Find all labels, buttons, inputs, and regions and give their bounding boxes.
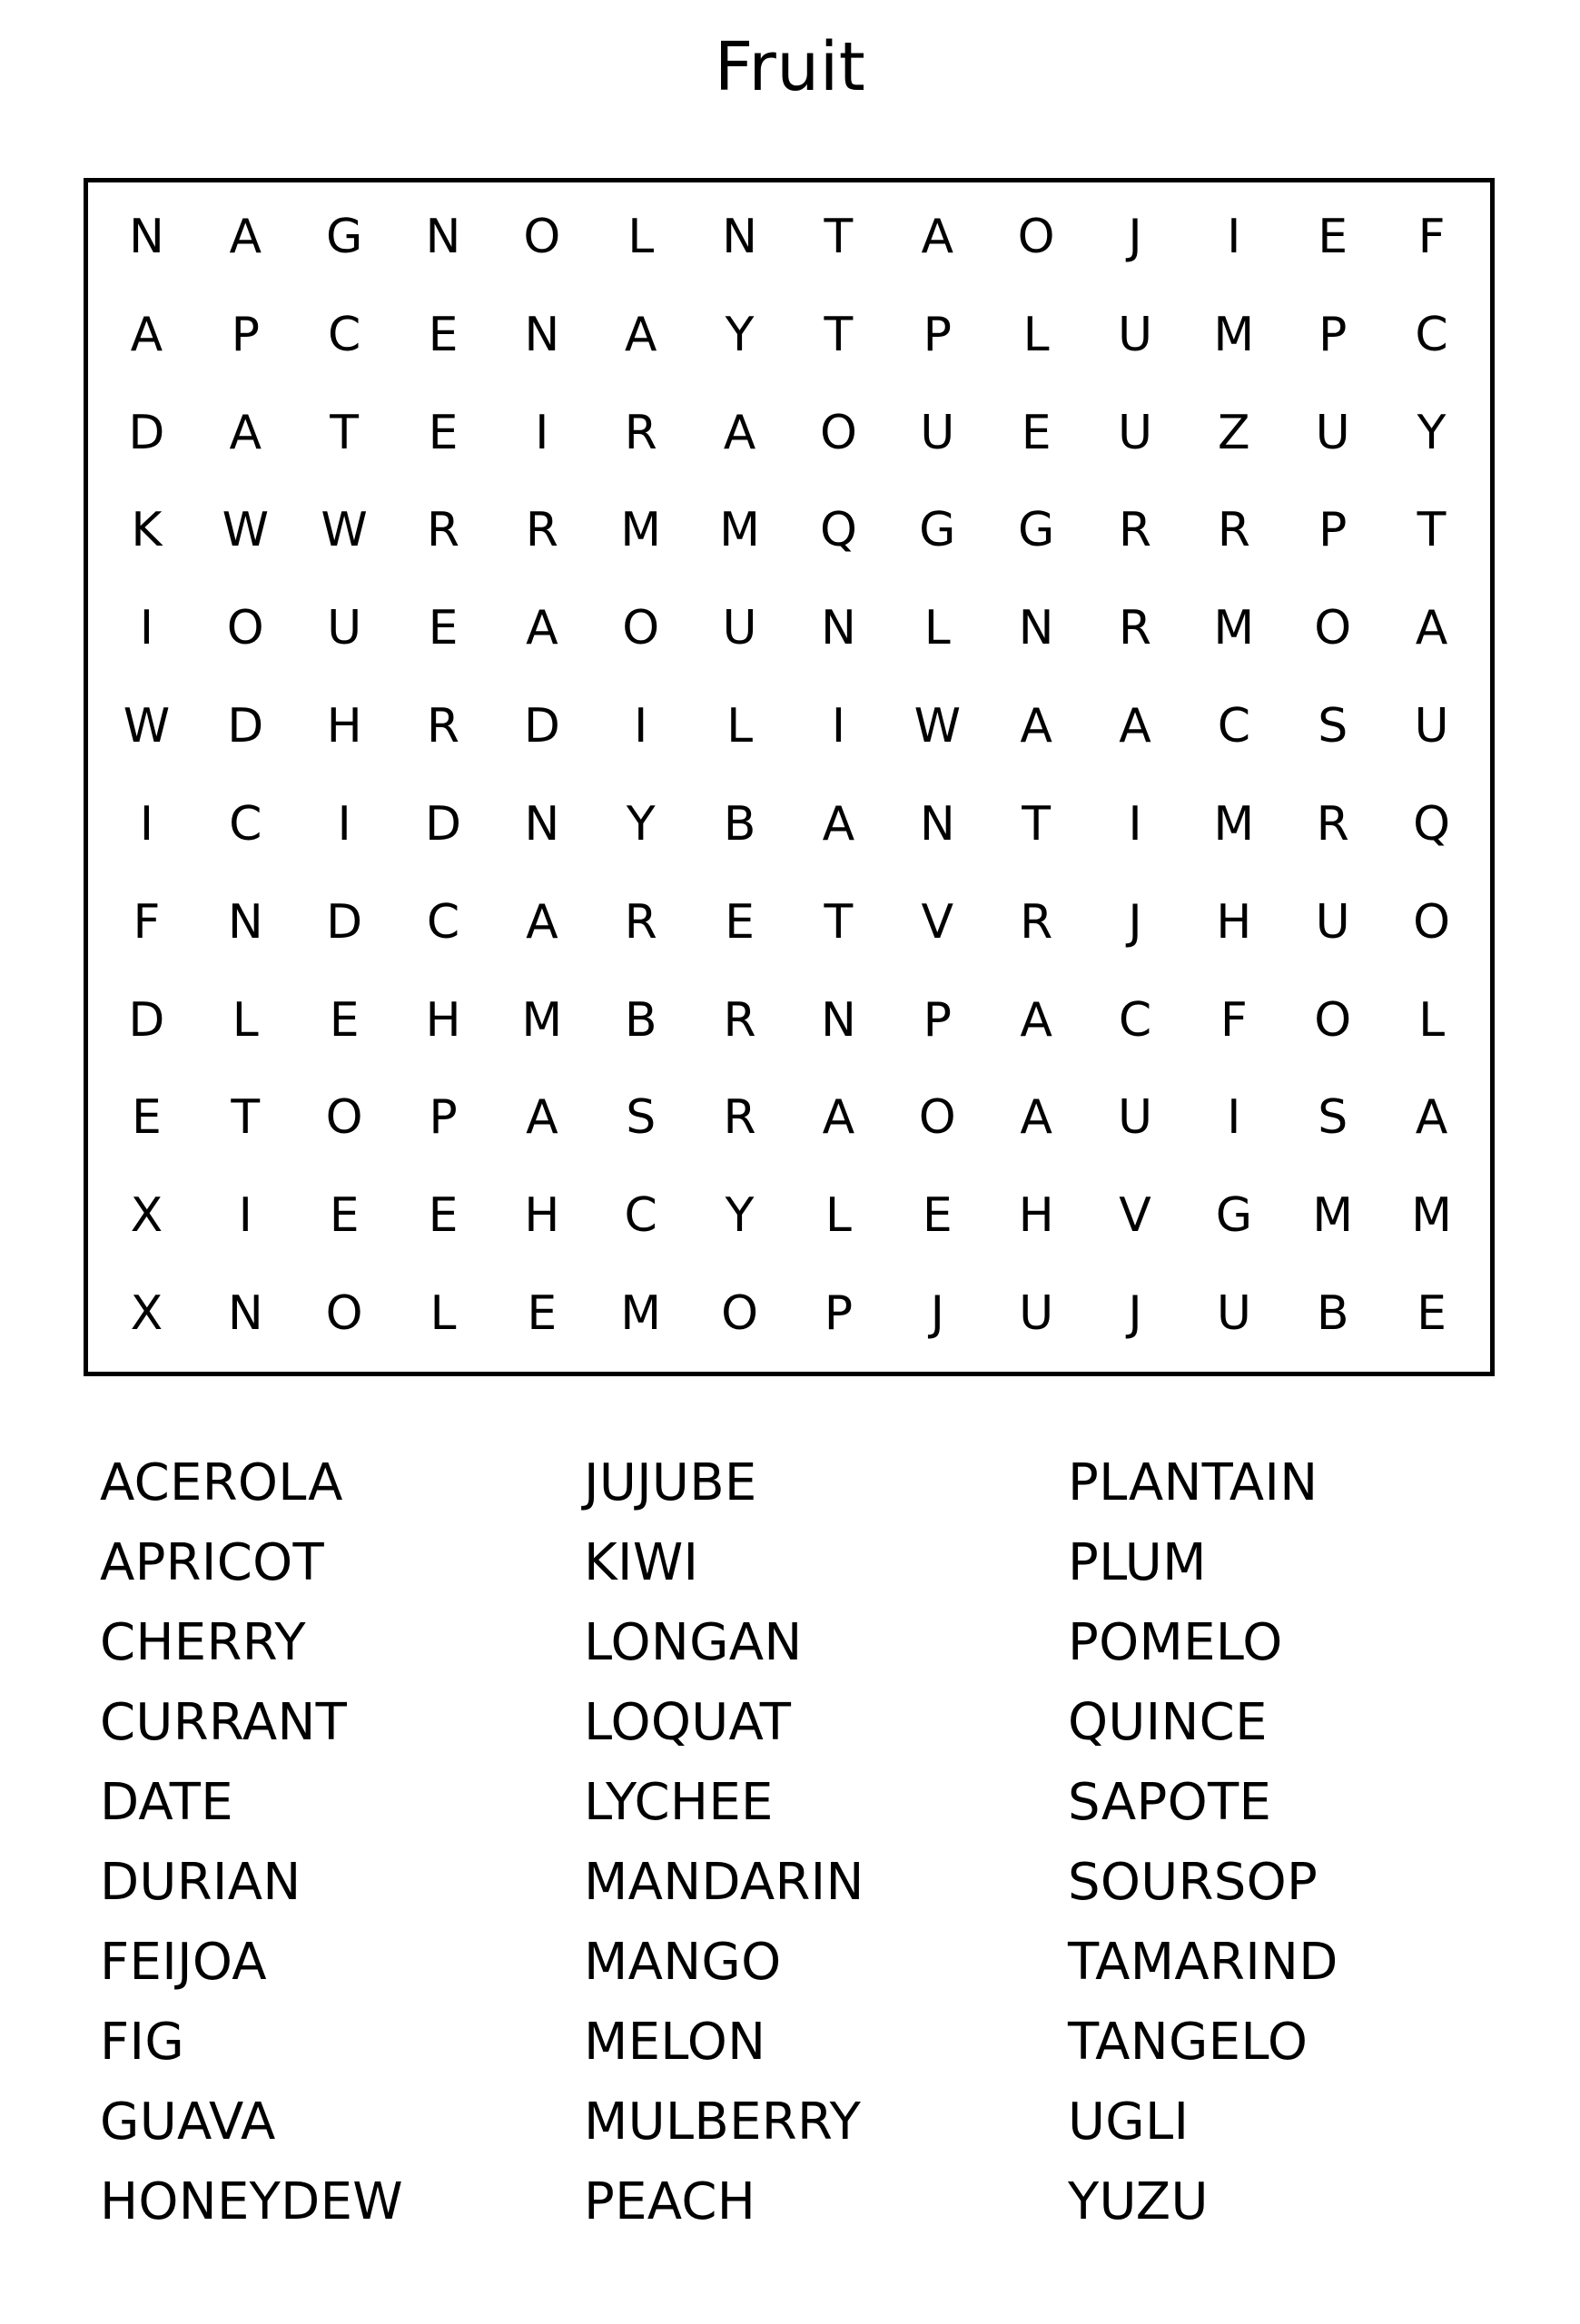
- grid-letter[interactable]: U: [327, 601, 362, 656]
- grid-letter[interactable]: R: [1020, 894, 1053, 950]
- grid-letter[interactable]: W: [222, 503, 269, 558]
- grid-letter[interactable]: I: [634, 699, 648, 754]
- grid-letter[interactable]: A: [1020, 699, 1052, 754]
- grid-letter[interactable]: G: [1017, 503, 1055, 558]
- grid-letter[interactable]: M: [521, 992, 563, 1048]
- word-list-item[interactable]: CURRANT: [100, 1693, 348, 1752]
- grid-letter[interactable]: N: [524, 307, 560, 362]
- grid-letter[interactable]: I: [139, 796, 154, 852]
- grid-letter[interactable]: P: [231, 307, 260, 362]
- grid-letter[interactable]: J: [1128, 209, 1142, 264]
- grid-letter[interactable]: P: [429, 1090, 458, 1146]
- page-title: Fruit: [714, 28, 866, 106]
- grid-letter[interactable]: Q: [1413, 796, 1451, 852]
- grid-letter[interactable]: B: [723, 796, 756, 852]
- grid-letter[interactable]: T: [1417, 503, 1447, 558]
- word-list-item[interactable]: FEIJOA: [100, 1933, 267, 1992]
- grid-letter[interactable]: T: [330, 405, 360, 460]
- word-search-grid-container: [84, 178, 1495, 1376]
- grid-letter[interactable]: C: [624, 1188, 657, 1244]
- word-list-item[interactable]: POMELO: [1068, 1613, 1283, 1672]
- grid-letter[interactable]: E: [131, 1090, 162, 1146]
- grid-letter[interactable]: O: [325, 1286, 363, 1342]
- grid-letter[interactable]: E: [428, 1188, 459, 1244]
- grid-letter[interactable]: N: [919, 796, 955, 852]
- grid-letter[interactable]: N: [524, 796, 560, 852]
- grid-letter[interactable]: D: [128, 992, 165, 1048]
- grid-letter[interactable]: B: [1316, 1286, 1349, 1342]
- grid-letter[interactable]: A: [723, 405, 756, 460]
- word-list-item[interactable]: LYCHEE: [584, 1773, 774, 1832]
- grid-letter[interactable]: I: [139, 601, 154, 656]
- grid-letter[interactable]: N: [128, 209, 164, 264]
- grid-letter[interactable]: Y: [626, 796, 656, 852]
- grid-letter[interactable]: U: [1414, 699, 1449, 754]
- grid-letter[interactable]: L: [1022, 307, 1050, 362]
- grid-letter[interactable]: I: [831, 699, 846, 754]
- grid-letter[interactable]: I: [337, 796, 351, 852]
- grid-letter[interactable]: O: [1314, 992, 1352, 1048]
- grid-letter[interactable]: E: [1318, 209, 1348, 264]
- grid-letter[interactable]: N: [1018, 601, 1054, 656]
- grid-letter[interactable]: R: [426, 503, 460, 558]
- grid-letter[interactable]: D: [227, 699, 264, 754]
- grid-letter[interactable]: O: [721, 1286, 759, 1342]
- word-list-item[interactable]: FIG: [100, 2013, 185, 2072]
- grid-letter[interactable]: U: [1019, 1286, 1054, 1342]
- grid-letter[interactable]: K: [131, 503, 163, 558]
- word-list-item[interactable]: JUJUBE: [584, 1453, 757, 1512]
- grid-letter[interactable]: R: [1316, 796, 1349, 852]
- grid-letter[interactable]: H: [425, 992, 461, 1048]
- grid-letter[interactable]: I: [1128, 796, 1142, 852]
- grid-letter[interactable]: E: [527, 1286, 558, 1342]
- grid-letter[interactable]: N: [820, 601, 856, 656]
- grid-letter[interactable]: R: [426, 699, 460, 754]
- grid-letter[interactable]: M: [620, 503, 662, 558]
- word-list-item[interactable]: LONGAN: [584, 1613, 803, 1672]
- grid-letter[interactable]: T: [824, 894, 854, 950]
- word-list-item[interactable]: MANGO: [584, 1933, 782, 1992]
- grid-letter[interactable]: E: [1021, 405, 1052, 460]
- grid-letter[interactable]: P: [1318, 503, 1348, 558]
- grid-letter[interactable]: T: [824, 209, 854, 264]
- grid-letter[interactable]: A: [822, 796, 855, 852]
- grid-letter[interactable]: T: [231, 1090, 261, 1146]
- grid-letter[interactable]: R: [1118, 601, 1152, 656]
- word-list-item[interactable]: PLUM: [1068, 1533, 1207, 1592]
- grid-letter[interactable]: Y: [725, 307, 755, 362]
- word-list-item[interactable]: MANDARIN: [584, 1853, 864, 1912]
- word-list-item[interactable]: APRICOT: [100, 1533, 324, 1592]
- word-list-item[interactable]: MULBERRY: [584, 2093, 862, 2152]
- grid-letter[interactable]: M: [1213, 307, 1255, 362]
- word-list-item[interactable]: YUZU: [1068, 2172, 1209, 2231]
- grid-letter[interactable]: A: [1415, 601, 1448, 656]
- grid-letter[interactable]: B: [624, 992, 657, 1048]
- grid-letter[interactable]: V: [921, 894, 954, 950]
- grid-letter[interactable]: Y: [725, 1188, 755, 1244]
- grid-letter[interactable]: H: [1018, 1188, 1054, 1244]
- grid-letter[interactable]: O: [819, 405, 857, 460]
- grid-letter[interactable]: U: [1216, 1286, 1251, 1342]
- word-list-item[interactable]: TAMARIND: [1068, 1933, 1338, 1992]
- grid-letter[interactable]: I: [1227, 1090, 1241, 1146]
- grid-letter[interactable]: C: [327, 307, 361, 362]
- grid-letter[interactable]: A: [624, 307, 657, 362]
- word-list-item[interactable]: LOQUAT: [584, 1693, 792, 1752]
- grid-letter[interactable]: O: [1017, 209, 1055, 264]
- word-list-item[interactable]: ACEROLA: [100, 1453, 343, 1512]
- grid-letter[interactable]: E: [329, 992, 360, 1048]
- grid-letter[interactable]: M: [1411, 1188, 1452, 1244]
- grid-letter[interactable]: V: [1119, 1188, 1151, 1244]
- grid-letter[interactable]: G: [325, 209, 363, 264]
- grid-letter[interactable]: N: [820, 992, 856, 1048]
- letter-grid[interactable]: [88, 182, 1490, 1372]
- grid-letter[interactable]: N: [227, 894, 263, 950]
- grid-letter[interactable]: R: [525, 503, 558, 558]
- grid-letter[interactable]: P: [923, 992, 952, 1048]
- grid-letter[interactable]: R: [624, 405, 657, 460]
- grid-letter[interactable]: X: [130, 1188, 163, 1244]
- grid-letter[interactable]: O: [1413, 894, 1451, 950]
- grid-letter[interactable]: E: [428, 405, 459, 460]
- grid-letter[interactable]: G: [919, 503, 956, 558]
- grid-letter[interactable]: U: [1315, 405, 1350, 460]
- grid-letter[interactable]: M: [1312, 1188, 1354, 1244]
- grid-letter[interactable]: J: [930, 1286, 944, 1342]
- grid-letter[interactable]: R: [1217, 503, 1250, 558]
- grid-letter[interactable]: C: [426, 894, 460, 950]
- grid-letter[interactable]: W: [123, 699, 171, 754]
- grid-letter[interactable]: A: [1119, 699, 1151, 754]
- grid-letter[interactable]: A: [1020, 1090, 1052, 1146]
- grid-letter[interactable]: D: [128, 405, 165, 460]
- grid-letter[interactable]: J: [1128, 894, 1142, 950]
- word-list-item[interactable]: KIWI: [584, 1533, 699, 1592]
- word-list-item[interactable]: GUAVA: [100, 2093, 276, 2152]
- grid-letter[interactable]: E: [725, 894, 755, 950]
- grid-letter[interactable]: O: [226, 601, 264, 656]
- grid-letter[interactable]: P: [1318, 307, 1348, 362]
- grid-letter[interactable]: O: [325, 1090, 363, 1146]
- grid-letter[interactable]: L: [627, 209, 655, 264]
- grid-letter[interactable]: Y: [1417, 405, 1447, 460]
- word-list-item[interactable]: SAPOTE: [1068, 1773, 1272, 1832]
- grid-letter[interactable]: O: [918, 1090, 956, 1146]
- grid-letter[interactable]: O: [622, 601, 660, 656]
- grid-letter[interactable]: A: [526, 894, 558, 950]
- grid-letter[interactable]: D: [523, 699, 560, 754]
- grid-letter[interactable]: S: [1318, 1090, 1348, 1146]
- grid-letter[interactable]: F: [1417, 209, 1446, 264]
- word-list: [100, 1443, 1480, 2242]
- grid-letter[interactable]: E: [428, 307, 459, 362]
- word-list-item[interactable]: MELON: [584, 2013, 766, 2072]
- grid-letter[interactable]: A: [526, 601, 558, 656]
- word-list-item[interactable]: DURIAN: [100, 1853, 301, 1912]
- grid-letter[interactable]: U: [1117, 1090, 1153, 1146]
- word-list-item[interactable]: UGLI: [1068, 2093, 1190, 2152]
- word-list-item[interactable]: TANGELO: [1068, 2013, 1308, 2072]
- grid-letter[interactable]: E: [329, 1188, 360, 1244]
- grid-letter[interactable]: A: [1415, 1090, 1448, 1146]
- grid-letter[interactable]: N: [227, 1286, 263, 1342]
- grid-letter[interactable]: M: [1213, 601, 1255, 656]
- grid-letter[interactable]: U: [1315, 894, 1350, 950]
- grid-letter[interactable]: W: [913, 699, 961, 754]
- grid-letter[interactable]: L: [923, 601, 951, 656]
- grid-letter[interactable]: M: [620, 1286, 662, 1342]
- grid-letter[interactable]: L: [232, 992, 259, 1048]
- grid-letter[interactable]: C: [1118, 992, 1152, 1048]
- grid-letter[interactable]: U: [920, 405, 955, 460]
- grid-letter[interactable]: I: [238, 1188, 252, 1244]
- grid-letter[interactable]: P: [923, 307, 952, 362]
- grid-letter[interactable]: R: [1118, 503, 1152, 558]
- grid-letter[interactable]: N: [425, 209, 461, 264]
- grid-letter[interactable]: A: [229, 209, 262, 264]
- grid-letter[interactable]: F: [133, 894, 161, 950]
- grid-letter[interactable]: I: [535, 405, 549, 460]
- grid-letter[interactable]: U: [1117, 307, 1153, 362]
- grid-letter[interactable]: U: [722, 601, 757, 656]
- grid-letter[interactable]: L: [430, 1286, 457, 1342]
- word-list-column: [100, 1443, 584, 2242]
- grid-letter[interactable]: G: [1215, 1188, 1252, 1244]
- grid-letter[interactable]: C: [229, 796, 262, 852]
- grid-letter[interactable]: F: [1220, 992, 1248, 1048]
- grid-letter[interactable]: R: [723, 1090, 756, 1146]
- grid-letter[interactable]: T: [1022, 796, 1052, 852]
- grid-letter[interactable]: A: [130, 307, 163, 362]
- grid-letter[interactable]: S: [626, 1090, 657, 1146]
- grid-letter[interactable]: E: [428, 601, 459, 656]
- grid-letter[interactable]: J: [1128, 1286, 1142, 1342]
- word-list-item[interactable]: PLANTAIN: [1068, 1453, 1318, 1512]
- grid-letter[interactable]: D: [424, 796, 462, 852]
- grid-letter[interactable]: P: [824, 1286, 854, 1342]
- grid-letter[interactable]: H: [524, 1188, 560, 1244]
- grid-letter[interactable]: N: [722, 209, 758, 264]
- grid-letter[interactable]: S: [1318, 699, 1348, 754]
- grid-letter[interactable]: R: [624, 894, 657, 950]
- grid-letter[interactable]: O: [1314, 601, 1352, 656]
- word-list-item[interactable]: QUINCE: [1068, 1693, 1268, 1752]
- word-list-item[interactable]: HONEYDEW: [100, 2172, 403, 2231]
- grid-letter[interactable]: L: [825, 1188, 852, 1244]
- word-list-column: [1068, 1443, 1480, 2242]
- grid-letter[interactable]: L: [726, 699, 754, 754]
- grid-letter[interactable]: A: [526, 1090, 558, 1146]
- grid-letter[interactable]: H: [326, 699, 362, 754]
- grid-letter[interactable]: A: [229, 405, 262, 460]
- word-list-item[interactable]: DATE: [100, 1773, 233, 1832]
- grid-letter[interactable]: Z: [1218, 405, 1250, 460]
- grid-letter[interactable]: A: [1020, 992, 1052, 1048]
- grid-letter[interactable]: D: [326, 894, 363, 950]
- grid-letter[interactable]: E: [922, 1188, 953, 1244]
- grid-letter[interactable]: E: [1417, 1286, 1447, 1342]
- grid-letter[interactable]: T: [824, 307, 854, 362]
- grid-letter[interactable]: A: [822, 1090, 855, 1146]
- grid-letter[interactable]: I: [1227, 209, 1241, 264]
- grid-letter[interactable]: M: [719, 503, 760, 558]
- word-list-item[interactable]: SOURSOP: [1068, 1853, 1318, 1912]
- grid-letter[interactable]: A: [921, 209, 954, 264]
- grid-letter[interactable]: Q: [819, 503, 857, 558]
- grid-letter[interactable]: M: [1213, 796, 1255, 852]
- grid-letter[interactable]: R: [723, 992, 756, 1048]
- grid-letter[interactable]: L: [1418, 992, 1446, 1048]
- grid-letter[interactable]: W: [321, 503, 368, 558]
- word-list-item[interactable]: CHERRY: [100, 1613, 306, 1672]
- word-list-item[interactable]: PEACH: [584, 2172, 756, 2231]
- grid-letter[interactable]: U: [1117, 405, 1153, 460]
- grid-letter[interactable]: H: [1216, 894, 1252, 950]
- word-list-column: [584, 1443, 1068, 2242]
- grid-letter[interactable]: O: [523, 209, 561, 264]
- grid-letter[interactable]: C: [1415, 307, 1448, 362]
- grid-letter[interactable]: X: [130, 1286, 163, 1342]
- grid-letter[interactable]: C: [1217, 699, 1250, 754]
